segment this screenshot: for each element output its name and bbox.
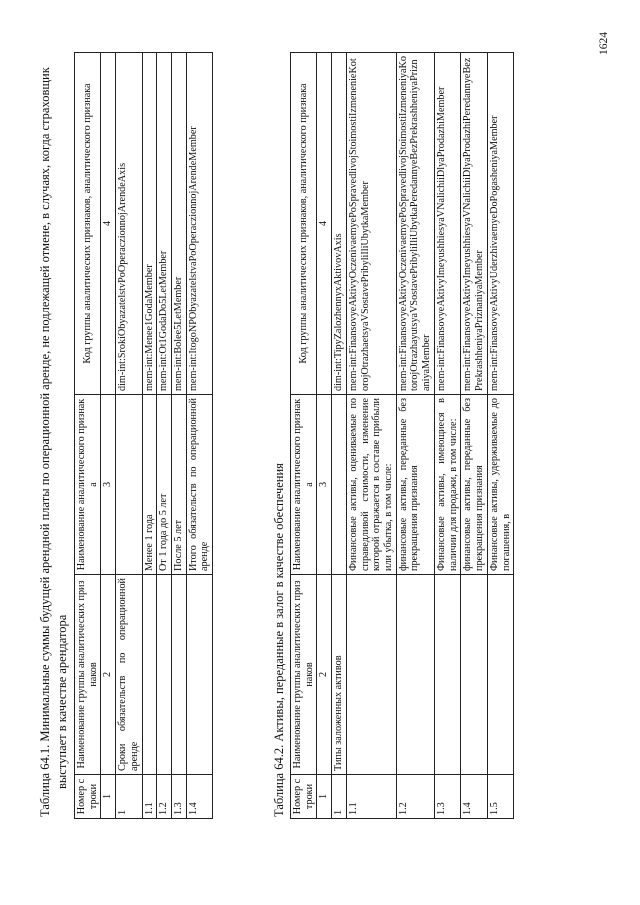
feature-name: финансовые активы, переданные без прекращения признания [396, 395, 434, 575]
table2 [290, 52, 514, 819]
group-name [346, 575, 396, 775]
feature-name: От 1 года до 5 лет [157, 395, 172, 575]
table1-header-num: Номер строки [75, 775, 101, 819]
table2-colnum: 3 [317, 395, 332, 575]
feature-code: dim-int:SrokiObyazatelstvPoOperaczionnojArendeAxis [116, 53, 142, 395]
table-row [346, 53, 396, 819]
row-number: 1.4 [461, 775, 487, 819]
row-number: 1.3 [434, 775, 460, 819]
feature-code: dim-int:TipyZalozhennyxAktivovAxis [332, 53, 347, 395]
row-number: 1.5 [487, 775, 513, 819]
row-number: 1.2 [396, 775, 434, 819]
table1-colnum-row [101, 53, 116, 819]
table1-header-row [75, 53, 101, 819]
table-row [434, 53, 460, 819]
group-name [186, 575, 212, 775]
table-row [461, 53, 487, 819]
feature-name: финансовые активы, переданные без прекращения признания [461, 395, 487, 575]
row-number: 1 [332, 775, 347, 819]
table2-colnum: 4 [317, 53, 332, 395]
table-row [396, 53, 434, 819]
group-name [396, 575, 434, 775]
group-name [142, 575, 157, 775]
feature-code: mem-int:ItogoNPObyazatelstvaPoOperaczionnojArendeMember [186, 53, 212, 395]
group-name: Сроки обязательств по операционной аренде [116, 575, 142, 775]
table1 [74, 52, 213, 819]
feature-name: Итого обязательств по операционной аренде [186, 395, 212, 575]
feature-name: Финансовые активы, удерживаемые до погашения, в [487, 395, 513, 575]
group-name [487, 575, 513, 775]
table-row [172, 53, 187, 819]
table-row [157, 53, 172, 819]
table2-header-row [291, 53, 317, 819]
table2-header-name: Наименование аналитического признака [291, 395, 317, 575]
table2-colnum-row [317, 53, 332, 819]
table2-header-group: Наименование группы аналитических признаков [291, 575, 317, 775]
group-name: Типы заложенных активов [332, 575, 347, 775]
table-row [186, 53, 212, 819]
feature-code: mem-int:Menee1GodaMember [142, 53, 157, 395]
table2-header-num: Номер строки [291, 775, 317, 819]
table2-colnum: 2 [317, 575, 332, 775]
table1-title-line2: выступает в качестве арендатора [55, 614, 69, 789]
feature-code: mem-int:FinansovyeAktivyImeyushhiesyaVNalichiiDlyaProdazhiPeredannyeBezPrekrashheniyaPriznaniyaMember [461, 53, 487, 395]
feature-name: Финансовые активы, имеющиеся в наличии для продажи, в том числе: [434, 395, 460, 575]
row-number: 1.1 [346, 775, 396, 819]
row-number: 1.3 [172, 775, 187, 819]
table1-colnum: 4 [101, 53, 116, 395]
feature-code: mem-int:FinansovyeAktivyUderzhivaemyeDoPogasheniyaMember [487, 53, 513, 395]
table1-header-code: Код группы аналитических признаков, аналитического признака [75, 53, 101, 395]
row-number: 1.4 [186, 775, 212, 819]
row-number: 1.2 [157, 775, 172, 819]
feature-code: mem-int:Ot1GodaDo5LetMember [157, 53, 172, 395]
table1-header-name: Наименование аналитического признака [75, 395, 101, 575]
table-row [487, 53, 513, 819]
group-name [172, 575, 187, 775]
group-name [157, 575, 172, 775]
table2-colnum: 1 [317, 775, 332, 819]
feature-name [332, 395, 347, 575]
row-number: 1 [116, 775, 142, 819]
feature-code: mem-int:FinansovyeAktivyOczenivaemyePoSpravedlivojStoimostiIzmeneniyaKotorojOtrazhayutsyaVSostavePribyliIliUbytkaPeredannyeBezPrekrashheniyaPriznaniyaMember [396, 53, 434, 395]
feature-name: После 5 лет [172, 395, 187, 575]
row-number: 1.1 [142, 775, 157, 819]
feature-code: mem-int:FinansovyeAktivyOczenivaemyePoSpravedlivojStoimostiIzmenenieKotorojOtrazhaetsyaVSostavePribyliIliUbytkaMember [346, 53, 396, 395]
table1-colnum: 3 [101, 395, 116, 575]
table1-title-line1: Таблица 64.1. Минимальные суммы будущей арендной платы по операционной аренде, не подлежащей отмене, в случаях, когда страховщик [38, 67, 52, 817]
feature-code: mem-int:Bolee5LetMember [172, 53, 187, 395]
feature-name [116, 395, 142, 575]
table-row [332, 53, 347, 819]
feature-code: mem-int:FinansovyeAktivyImeyushhiesyaVNalichiiDlyaProdazhiMember [434, 53, 460, 395]
table1-colnum: 2 [101, 575, 116, 775]
group-name [434, 575, 460, 775]
table-row [116, 53, 142, 819]
feature-name: Финансовые активы, оцениваемые по справедливой стоимости, изменение которой отражается в составе прибыли или убытка, в том числе: [346, 395, 396, 575]
table-row [142, 53, 157, 819]
table1-colnum: 1 [101, 775, 116, 819]
page-number: 1624 [598, 32, 610, 55]
feature-name: Менее 1 года [142, 395, 157, 575]
table2-header-code: Код группы аналитических признаков, аналитического признака [291, 53, 317, 395]
table1-header-group: Наименование группы аналитических признаков [75, 575, 101, 775]
group-name [461, 575, 487, 775]
table2-title: Таблица 64.2. Активы, переданные в залог в качестве обеспечения [272, 463, 286, 817]
